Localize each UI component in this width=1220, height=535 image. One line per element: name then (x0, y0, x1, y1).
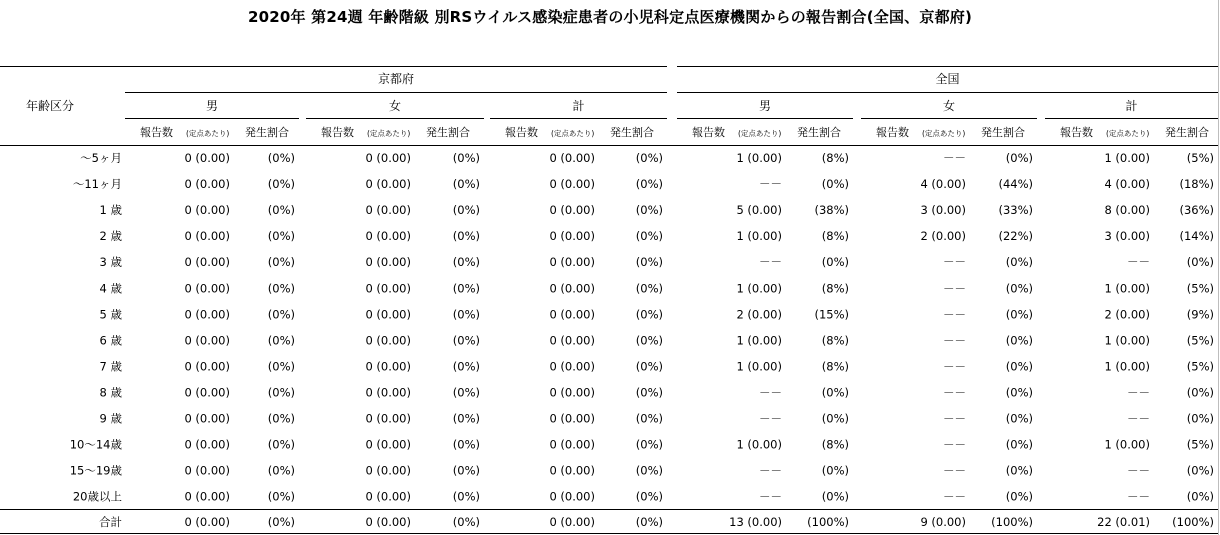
col-ratio-header: 発生割合 (426, 126, 470, 139)
ratio-cell: (0%) (635, 203, 663, 218)
ratio-cell: (8%) (821, 437, 849, 452)
ratio-cell: (0%) (635, 307, 663, 322)
count-cell: 0 (0.00) (365, 229, 411, 244)
ratio-cell: (0%) (267, 359, 295, 374)
ratio-cell: (0%) (452, 229, 480, 244)
ratio-cell: (5%) (1186, 151, 1214, 165)
col-ratio-header: 発生割合 (245, 126, 289, 139)
count-cell: 0 (0.00) (184, 385, 230, 400)
count-cell: －－ (1127, 385, 1150, 400)
count-cell: 1 (0.00) (736, 333, 782, 348)
count-cell: 0 (0.00) (184, 489, 230, 504)
ratio-cell: (0%) (635, 281, 663, 296)
ratio-cell: (0%) (267, 177, 295, 192)
age-label: 4 歳 (99, 281, 122, 296)
count-cell: －－ (943, 359, 966, 374)
count-cell: 0 (0.00) (365, 385, 411, 400)
ratio-cell: (5%) (1186, 437, 1214, 452)
col-per-header: (定点あたり) (367, 129, 411, 138)
count-cell: －－ (759, 385, 782, 400)
count-cell: 0 (0.00) (184, 411, 230, 426)
count-cell: 0 (0.00) (365, 255, 411, 270)
age-label: 20歳以上 (72, 489, 122, 504)
count-cell: 0 (0.00) (184, 359, 230, 374)
age-label: ～11ヶ月 (72, 177, 122, 192)
count-cell: 0 (0.00) (365, 463, 411, 478)
count-cell: 0 (0.00) (549, 515, 595, 529)
count-cell: 3 (0.00) (920, 203, 966, 218)
ratio-cell: (100%) (807, 515, 849, 529)
col-count-header: 報告数 (321, 126, 354, 139)
ratio-cell: (0%) (452, 177, 480, 192)
age-label: 6 歳 (99, 333, 122, 348)
ratio-cell: (36%) (1179, 203, 1214, 218)
ratio-cell: (0%) (1186, 411, 1214, 426)
count-cell: 22 (0.01) (1097, 515, 1150, 529)
count-cell: 1 (0.00) (1104, 359, 1150, 374)
count-cell: －－ (759, 489, 782, 504)
count-cell: －－ (943, 489, 966, 504)
ratio-cell: (0%) (452, 359, 480, 374)
ratio-cell: (0%) (1186, 489, 1214, 504)
age-label: 2 歳 (99, 229, 122, 244)
count-cell: －－ (1127, 489, 1150, 504)
count-cell: 0 (0.00) (549, 333, 595, 348)
count-cell: －－ (759, 177, 782, 192)
count-cell: －－ (1127, 411, 1150, 426)
count-cell: 0 (0.00) (365, 333, 411, 348)
ratio-cell: (0%) (1186, 463, 1214, 478)
count-cell: 0 (0.00) (184, 515, 230, 529)
ratio-cell: (0%) (635, 255, 663, 270)
ratio-cell: (0%) (1005, 307, 1033, 322)
ratio-cell: (0%) (635, 437, 663, 452)
ratio-cell: (0%) (821, 177, 849, 192)
ratio-cell: (0%) (821, 463, 849, 478)
count-cell: 0 (0.00) (549, 385, 595, 400)
ratio-cell: (33%) (998, 203, 1033, 218)
count-cell: 0 (0.00) (184, 437, 230, 452)
count-cell: 0 (0.00) (365, 411, 411, 426)
ratio-cell: (0%) (635, 177, 663, 192)
age-label: 1 歳 (99, 203, 122, 218)
ratio-cell: (0%) (267, 489, 295, 504)
ratio-cell: (18%) (1179, 177, 1214, 192)
ratio-cell: (44%) (998, 177, 1033, 192)
count-cell: 0 (0.00) (549, 177, 595, 192)
count-cell: 1 (0.00) (1104, 151, 1150, 165)
count-cell: －－ (943, 411, 966, 426)
ratio-cell: (0%) (452, 411, 480, 426)
ratio-cell: (0%) (452, 515, 480, 529)
ratio-cell: (0%) (1005, 385, 1033, 400)
sex-header: 男 (205, 99, 219, 113)
count-cell: 1 (0.00) (736, 359, 782, 374)
count-cell: －－ (759, 463, 782, 478)
count-cell: 4 (0.00) (920, 177, 966, 192)
col-count-header: 報告数 (1060, 126, 1093, 139)
ratio-cell: (22%) (998, 229, 1033, 244)
count-cell: －－ (943, 463, 966, 478)
count-cell: 0 (0.00) (184, 307, 230, 322)
ratio-cell: (0%) (452, 333, 480, 348)
ratio-cell: (38%) (814, 203, 849, 218)
age-label: 7 歳 (99, 359, 122, 374)
ratio-cell: (100%) (991, 515, 1033, 529)
age-label: 10～14歳 (69, 437, 122, 452)
ratio-cell: (0%) (452, 255, 480, 270)
age-label: 5 歳 (99, 307, 122, 322)
ratio-cell: (5%) (1186, 281, 1214, 296)
ratio-cell: (0%) (452, 489, 480, 504)
count-cell: 2 (0.00) (1104, 307, 1150, 322)
ratio-cell: (0%) (1005, 333, 1033, 348)
count-cell: 1 (0.00) (736, 229, 782, 244)
ratio-cell: (0%) (1005, 489, 1033, 504)
sex-header: 女 (942, 99, 956, 113)
count-cell: 0 (0.00) (184, 229, 230, 244)
count-cell: 0 (0.00) (549, 203, 595, 218)
ratio-cell: (0%) (635, 385, 663, 400)
region-header: 京都府 (377, 72, 415, 86)
age-label: 9 歳 (99, 411, 122, 426)
sex-header: 女 (388, 99, 402, 113)
count-cell: 1 (0.00) (1104, 281, 1150, 296)
sex-header: 計 (1125, 99, 1138, 113)
sex-header: 計 (572, 99, 585, 113)
count-cell: 0 (0.00) (184, 463, 230, 478)
col-ratio-header: 発生割合 (1165, 126, 1209, 139)
count-cell: 13 (0.00) (729, 515, 782, 529)
page-title: 2020年 第24週 年齢階級 別RSウイルス感染症患者の小児科定点医療機関からの報告割合(全国、京都府) (247, 8, 973, 26)
ratio-cell: (100%) (1172, 515, 1214, 529)
count-cell: 0 (0.00) (549, 255, 595, 270)
total-label: 合計 (99, 515, 122, 529)
age-label: 15～19歳 (69, 463, 122, 478)
count-cell: 0 (0.00) (365, 281, 411, 296)
age-label: 3 歳 (99, 255, 122, 270)
ratio-cell: (0%) (267, 515, 295, 529)
count-cell: 0 (0.00) (549, 463, 595, 478)
count-cell: 1 (0.00) (736, 437, 782, 452)
col-per-header: (定点あたり) (922, 129, 966, 138)
col-ratio-header: 発生割合 (981, 126, 1025, 139)
ratio-cell: (0%) (267, 333, 295, 348)
count-cell: 1 (0.00) (736, 281, 782, 296)
ratio-cell: (0%) (635, 411, 663, 426)
ratio-cell: (0%) (267, 307, 295, 322)
ratio-cell: (0%) (1005, 463, 1033, 478)
col-per-header: (定点あたり) (738, 129, 782, 138)
ratio-cell: (0%) (267, 411, 295, 426)
ratio-cell: (0%) (452, 463, 480, 478)
count-cell: －－ (943, 255, 966, 270)
count-cell: 0 (0.00) (184, 281, 230, 296)
ratio-cell: (0%) (1186, 255, 1214, 270)
ratio-cell: (8%) (821, 281, 849, 296)
ratio-cell: (8%) (821, 359, 849, 374)
ratio-cell: (0%) (452, 151, 480, 165)
ratio-cell: (0%) (821, 385, 849, 400)
count-cell: 2 (0.00) (736, 307, 782, 322)
count-cell: 3 (0.00) (1104, 229, 1150, 244)
count-cell: 0 (0.00) (365, 515, 411, 529)
ratio-cell: (8%) (821, 333, 849, 348)
col-per-header: (定点あたり) (1106, 129, 1150, 138)
count-cell: －－ (943, 437, 966, 452)
count-cell: 0 (0.00) (184, 203, 230, 218)
ratio-cell: (0%) (1005, 411, 1033, 426)
count-cell: 0 (0.00) (549, 151, 595, 165)
count-cell: －－ (943, 151, 966, 165)
count-cell: 4 (0.00) (1104, 177, 1150, 192)
ratio-cell: (8%) (821, 151, 849, 165)
count-cell: －－ (943, 281, 966, 296)
count-cell: 0 (0.00) (365, 151, 411, 165)
col-count-header: 報告数 (876, 126, 909, 139)
sex-header: 男 (758, 99, 772, 113)
ratio-cell: (0%) (452, 385, 480, 400)
ratio-cell: (0%) (267, 281, 295, 296)
count-cell: 0 (0.00) (549, 437, 595, 452)
ratio-cell: (0%) (267, 229, 295, 244)
ratio-cell: (0%) (1186, 385, 1214, 400)
count-cell: 0 (0.00) (365, 177, 411, 192)
count-cell: －－ (1127, 463, 1150, 478)
count-cell: 2 (0.00) (920, 229, 966, 244)
ratio-cell: (0%) (267, 203, 295, 218)
count-cell: －－ (943, 333, 966, 348)
ratio-cell: (9%) (1186, 307, 1214, 322)
ratio-cell: (0%) (821, 489, 849, 504)
count-cell: －－ (759, 255, 782, 270)
count-cell: 0 (0.00) (549, 359, 595, 374)
ratio-cell: (0%) (821, 255, 849, 270)
count-cell: 1 (0.00) (1104, 437, 1150, 452)
ratio-cell: (5%) (1186, 359, 1214, 374)
ratio-cell: (0%) (267, 255, 295, 270)
count-cell: 0 (0.00) (184, 255, 230, 270)
count-cell: 0 (0.00) (365, 437, 411, 452)
ratio-cell: (0%) (635, 463, 663, 478)
count-cell: 0 (0.00) (184, 151, 230, 165)
ratio-cell: (0%) (635, 333, 663, 348)
count-cell: 0 (0.00) (365, 203, 411, 218)
ratio-cell: (5%) (1186, 333, 1214, 348)
ratio-cell: (0%) (1005, 281, 1033, 296)
ratio-cell: (0%) (267, 437, 295, 452)
count-cell: 0 (0.00) (365, 307, 411, 322)
region-header: 全国 (935, 72, 960, 86)
ratio-cell: (0%) (267, 385, 295, 400)
ratio-cell: (0%) (635, 229, 663, 244)
count-cell: 0 (0.00) (549, 489, 595, 504)
col-count-header: 報告数 (140, 126, 173, 139)
col-ratio-header: 発生割合 (610, 126, 654, 139)
ratio-cell: (0%) (452, 281, 480, 296)
ratio-cell: (0%) (452, 437, 480, 452)
count-cell: 0 (0.00) (184, 333, 230, 348)
count-cell: －－ (759, 411, 782, 426)
count-cell: －－ (1127, 255, 1150, 270)
count-cell: 0 (0.00) (365, 359, 411, 374)
ratio-cell: (0%) (1005, 437, 1033, 452)
count-cell: 0 (0.00) (549, 411, 595, 426)
count-cell: 5 (0.00) (736, 203, 782, 218)
col-per-header: (定点あたり) (551, 129, 595, 138)
count-cell: －－ (943, 307, 966, 322)
count-cell: 9 (0.00) (920, 515, 966, 529)
ratio-cell: (0%) (452, 307, 480, 322)
ratio-cell: (0%) (821, 411, 849, 426)
ratio-cell: (0%) (267, 151, 295, 165)
col-count-header: 報告数 (692, 126, 725, 139)
count-cell: 0 (0.00) (184, 177, 230, 192)
count-cell: 8 (0.00) (1104, 203, 1150, 218)
age-label: 8 歳 (99, 385, 122, 400)
ratio-cell: (15%) (814, 307, 849, 322)
ratio-cell: (8%) (821, 229, 849, 244)
ratio-cell: (0%) (1005, 255, 1033, 270)
count-cell: 0 (0.00) (549, 281, 595, 296)
ratio-cell: (14%) (1179, 229, 1214, 244)
ratio-cell: (0%) (1005, 151, 1033, 165)
count-cell: 0 (0.00) (365, 489, 411, 504)
ratio-cell: (0%) (1005, 359, 1033, 374)
ratio-cell: (0%) (635, 151, 663, 165)
count-cell: －－ (943, 385, 966, 400)
ratio-cell: (0%) (452, 203, 480, 218)
ratio-cell: (0%) (635, 359, 663, 374)
age-label: ～5ヶ月 (80, 151, 122, 165)
ratio-cell: (0%) (635, 515, 663, 529)
count-cell: 0 (0.00) (549, 229, 595, 244)
col-ratio-header: 発生割合 (797, 126, 841, 139)
col-count-header: 報告数 (505, 126, 538, 139)
count-cell: 1 (0.00) (1104, 333, 1150, 348)
ratio-cell: (0%) (267, 463, 295, 478)
count-cell: 1 (0.00) (736, 151, 782, 165)
age-header: 年齢区分 (25, 99, 75, 113)
ratio-cell: (0%) (635, 489, 663, 504)
col-per-header: (定点あたり) (186, 129, 230, 138)
count-cell: 0 (0.00) (549, 307, 595, 322)
